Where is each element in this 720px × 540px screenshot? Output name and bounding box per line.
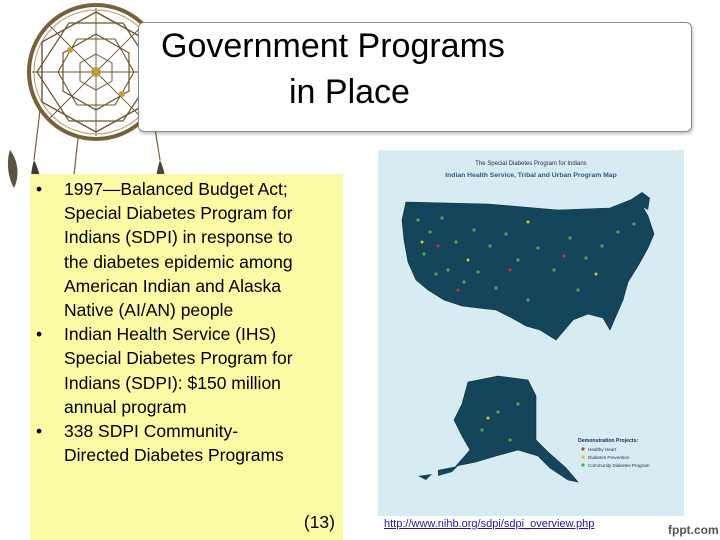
- bullet-line: annual program: [64, 396, 187, 417]
- bullet-line: Special Diabetes Program for: [64, 203, 293, 224]
- legend-marker: [581, 447, 584, 450]
- map-title-line-2: Indian Health Service, Tribal and Urban Program Map: [445, 172, 617, 179]
- map-title-line-1: The Special Diabetes Program for Indians: [475, 161, 587, 167]
- bullet-line: the diabetes epidemic among: [64, 251, 293, 272]
- bullet-line: 1997—Balanced Budget Act;: [64, 179, 288, 199]
- legend-label: Diabetes Prevention: [588, 455, 630, 460]
- watermark-logo: fppt.com: [668, 523, 719, 537]
- bullet-line: Indians (SDPI) in response to: [64, 227, 293, 248]
- source-link[interactable]: http://www.nihb.org/sdpi/sdpi_overview.php: [384, 518, 595, 530]
- legend-label: Community Diabetes Program: [588, 463, 650, 468]
- bullet-symbol: •: [36, 324, 43, 345]
- title-box: [138, 22, 692, 132]
- bullet-symbol: •: [36, 421, 43, 442]
- bullet-line: Directed Diabetes Programs: [64, 445, 284, 466]
- bullet-list: [30, 177, 343, 467]
- bullet-item: [30, 177, 343, 322]
- bullet-line: 338 SDPI Community-: [64, 421, 239, 442]
- bullet-symbol: •: [36, 179, 43, 199]
- bullet-item: [30, 322, 343, 419]
- title-line-1: Government Programs: [161, 27, 505, 65]
- legend-title: Demonstration Projects:: [578, 438, 639, 444]
- legend-marker: [581, 455, 584, 458]
- sdpi-program-map: [378, 150, 684, 516]
- title-line-2: in Place: [289, 73, 410, 111]
- text-panel: [30, 174, 343, 540]
- legend-marker: [581, 463, 584, 466]
- bullet-line: Native (AI/AN) people: [64, 300, 234, 321]
- legend-label: Healthy Heart: [588, 447, 617, 452]
- bullet-line: Indians (SDPI): $150 million: [64, 372, 281, 393]
- bullet-line: American Indian and Alaska: [64, 275, 281, 296]
- bullet-item: [30, 419, 343, 467]
- bullet-line: Indian Health Service (IHS): [64, 324, 277, 345]
- bullet-line: Special Diabetes Program for: [64, 348, 293, 369]
- reference-number: (13): [303, 512, 335, 532]
